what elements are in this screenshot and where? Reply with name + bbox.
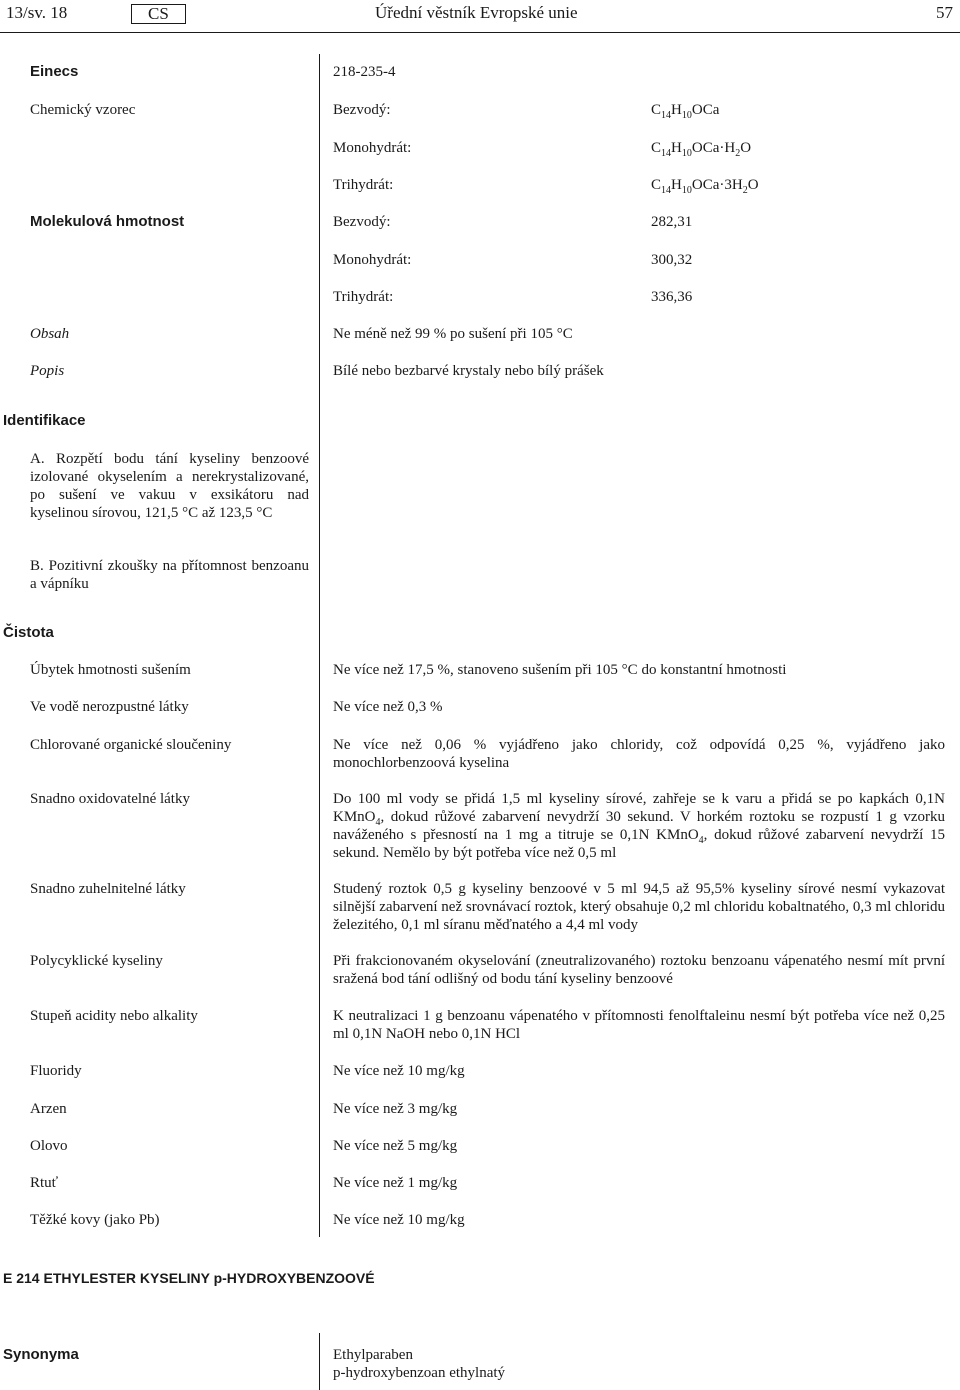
mass-form: Trihydrát: [333, 289, 394, 305]
purity-value: Ne více než 10 mg/kg [333, 1212, 465, 1228]
formula-value: $C_{14}H_{10}OCa\cdot H_2O$ [651, 140, 752, 159]
identification-item: B. Pozitivní zkoušky na přítomnost benzoanu a vápníku [30, 558, 309, 592]
mass-value: 300,32 [651, 252, 693, 268]
formula-form: Bezvodý: [333, 102, 391, 118]
purity-label: Chlorované organické sloučeniny [30, 737, 232, 753]
purity-label: Polycyklické kyseliny [30, 953, 163, 969]
header-divider [0, 32, 960, 33]
formula-value: $C_{14}H_{10}OCa\cdot 3H_2O$ [651, 177, 759, 196]
purity-value: Ne více než 1 mg/kg [333, 1175, 458, 1191]
synonyms-label: Synonyma [3, 1346, 79, 1363]
purity-value: Ne více než 5 mg/kg [333, 1138, 458, 1154]
purity-label: Olovo [30, 1138, 68, 1154]
mass-value: 336,36 [651, 289, 693, 305]
purity-value: Ne více než 3 mg/kg [333, 1101, 458, 1117]
purity-value: Ne více než 0,3 % [333, 699, 443, 715]
purity-label: Arzen [30, 1101, 67, 1117]
language-code-badge: CS [131, 4, 186, 24]
formula-form: Trihydrát: [333, 177, 394, 193]
purity-label: Úbytek hmotnosti sušením [30, 662, 191, 678]
purity-label: Fluoridy [30, 1063, 82, 1079]
page-number: 57 [936, 3, 953, 22]
description-label: Popis [30, 363, 65, 379]
identification-item: A. Rozpětí bodu tání kyseliny benzoové izolované okyselením a nerekrystalizované, po sušení ve vakuu v exsikátoru nad kyselinou sírovou, 121,5 °C až 123,5 °C [30, 451, 309, 521]
purity-value: Při frakcionovaném okyselování (zneutralizovaného) roztoku benzoanu vápenatého nesmí mít první sražená bod tání odlišný od bodu tání kyseliny benzoové [333, 953, 945, 987]
purity-value: Studený roztok 0,5 g kyseliny benzoové v 5 ml 94,5 až 95,5% kyseliny sírové nesmí vykazovat silnější zabarvení než srovnávací roztok, který obsahuje 0,2 ml chloridu kobaltnatého, 0,3 ml chloridu železitého, 0,1 ml síranu měďnatého a 4,4 ml vody [333, 881, 945, 933]
einecs-label: Einecs [30, 63, 79, 80]
einecs-value: 218-235-4 [333, 64, 396, 80]
purity-label: Rtuť [30, 1175, 59, 1191]
column-divider-synonyms [319, 1333, 320, 1390]
purity-label: Stupeň acidity nebo alkality [30, 1008, 198, 1024]
formula-form: Monohydrát: [333, 140, 412, 156]
mass-form: Bezvodý: [333, 214, 391, 230]
synonym-item: Ethylparaben [333, 1347, 413, 1363]
purity-value: Ne více než 10 mg/kg [333, 1063, 465, 1079]
purity-label: Snadno zuhelnitelné látky [30, 881, 186, 897]
mass-label: Molekulová hmotnost [30, 213, 185, 230]
mass-value: 282,31 [651, 214, 693, 230]
purity-heading: Čistota [3, 624, 54, 641]
volume-ref: 13/sv. 18 [6, 3, 68, 22]
content-label: Obsah [30, 326, 70, 342]
column-divider [319, 54, 320, 1237]
purity-label: Těžké kovy (jako Pb) [30, 1212, 160, 1228]
purity-value: Ne více než 17,5 %, stanoveno sušením při 105 °C do konstantní hmotnosti [333, 662, 787, 678]
mass-form: Monohydrát: [333, 252, 412, 268]
purity-value: Ne více než 0,06 % vyjádřeno jako chloridy, což odpovídá 0,25 %, vyjádřeno jako monochlorbenzoová kyselina [333, 737, 945, 771]
formula-value: $C_{14}H_{10}OCa$ [651, 102, 720, 121]
content-value: Ne méně než 99 % po sušení při 105 °C [333, 326, 573, 342]
section-title: E 214 ETHYLESTER KYSELINY p-HYDROXYBENZOOVÉ [3, 1270, 375, 1286]
purity-label: Snadno oxidovatelné látky [30, 791, 190, 807]
purity-value: Do 100 ml vody se přidá 1,5 ml kyseliny sírové, zahřeje se k varu a přidá se po kapkách 0,1N KMnO$_4$, dokud růžové zabarvení nevydrží 30 sekund. V horkém roztoku se rozpustí 1 g vzorku naváženého s přesností na 1 mg a titruje se 0,1N KMnO$_4$, dokud růžové zabarvení nevydrží 15 sekund. Nemělo by být potřeba více než 0,5 ml [333, 791, 945, 861]
journal-title: Úřední věstník Evropské unie [375, 3, 578, 22]
purity-value: K neutralizaci 1 g benzoanu vápenatého v přítomnosti fenolftaleinu nesmí být potřeba více než 0,25 ml 0,1N NaOH nebo 0,1N HCl [333, 1008, 945, 1042]
purity-label: Ve vodě nerozpustné látky [30, 699, 189, 715]
synonym-item: p-hydroxybenzoan ethylnatý [333, 1365, 506, 1381]
identification-heading: Identifikace [3, 412, 86, 429]
description-value: Bílé nebo bezbarvé krystaly nebo bílý prášek [333, 363, 604, 379]
formula-label: Chemický vzorec [30, 102, 136, 118]
